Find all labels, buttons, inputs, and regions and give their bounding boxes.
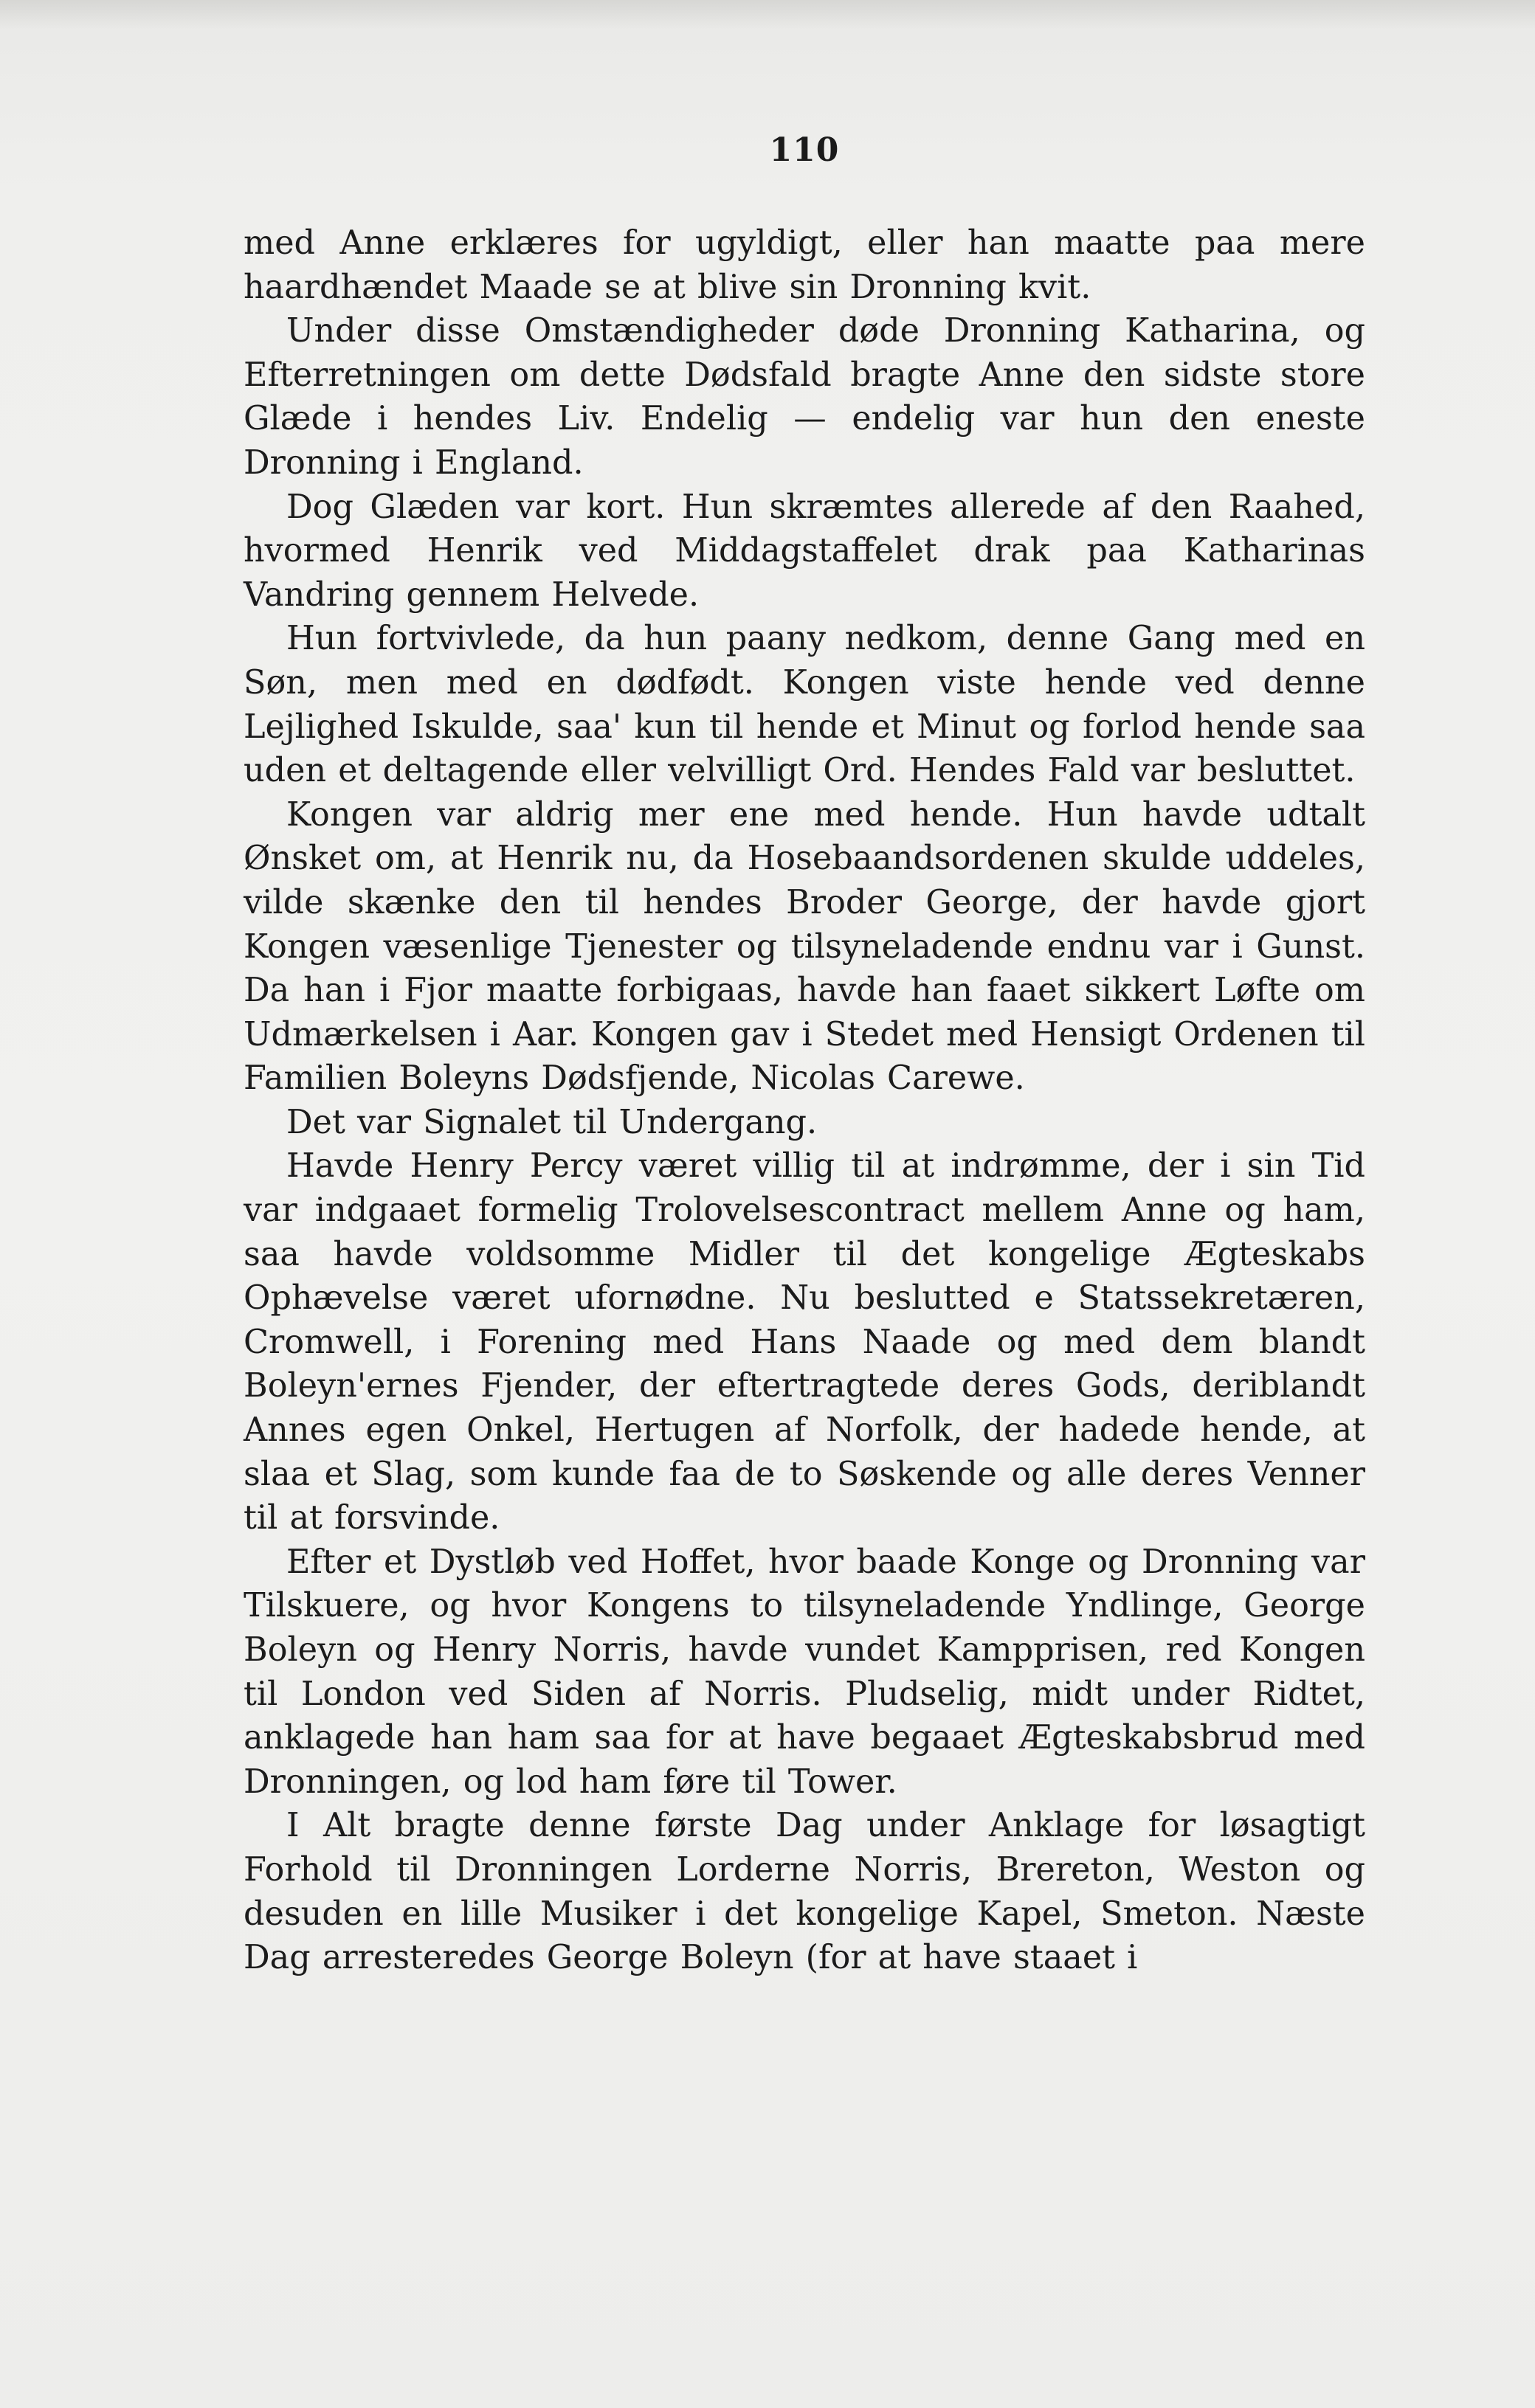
paragraph: Efter et Dystløb ved Hoffet, hvor baade Konge og Dronning var Tilskuere, og hvor Kongens to tilsyneladende Yndlinge, George Boleyn og Henry Norris, havde vundet Kampprisen, red Kongen til London ved Siden af Norris. Pludselig, midt under Ridtet, anklagede han ham saa for at have begaaet Ægteskabsbrud med Dronningen, og lod ham føre til Tower.	[244, 1543, 1365, 1801]
paragraph: Under disse Omstændigheder døde Dronning Katharina, og Efterretningen om dette Dødsfald bragte Anne den sidste store Glæde i hendes Liv. Endelig — endelig var hun den eneste Dronning i England.	[244, 312, 1365, 482]
paragraph: Dog Glæden var kort. Hun skræmtes allerede af den Raahed, hvormed Henrik ved Middagstaffelet drak paa Katharinas Vandring gennem Helvede.	[244, 488, 1365, 614]
body-text	[244, 221, 1365, 1980]
paragraph: I Alt bragte denne første Dag under Anklage for løsagtigt Forhold til Dronningen Lorderne Norris, Brereton, Weston og desuden en lille Musiker i det kongelige Kapel, Smeton. Næste Dag arresteredes George Boleyn (for at have staaet i	[244, 1807, 1365, 1977]
paragraph: med Anne erklæres for ugyldigt, eller han maatte paa mere haardhændet Maade se at blive sin Dronning kvit.	[244, 224, 1365, 306]
paragraph: Havde Henry Percy været villig til at indrømme, der i sin Tid var indgaaet formelig Trolovelsescontract mellem Anne og ham, saa havde voldsomme Midler til det kongelige Ægteskabs Ophævelse været ufornødne. Nu beslutted e Statssekretæren, Cromwell, i Forening med Hans Naade og med dem blandt Boleyn'ernes Fjender, der eftertragtede deres Gods, deriblandt Annes egen Onkel, Hertugen af Norfolk, der hadede hende, at slaa et Slag, som kunde faa de to Søskende og alle deres Venner til at forsvinde.	[244, 1147, 1365, 1537]
page-number: 110	[769, 131, 840, 169]
paragraph: Kongen var aldrig mer ene med hende. Hun havde udtalt Ønsket om, at Henrik nu, da Hosebaandsordenen skulde uddeles, vilde skænke den til hendes Broder George, der havde gjort Kongen væsenlige Tjenester og tilsyneladende endnu var i Gunst. Da han i Fjor maatte forbigaas, havde han faaet sikkert Løfte om Udmærkelsen i Aar. Kongen gav i Stedet med Hensigt Ordenen til Familien Boleyns Dødsfjende, Nicolas Carewe.	[244, 795, 1365, 1098]
paragraph: Det var Signalet til Undergang.	[286, 1103, 818, 1141]
paragraph: Hun fortvivlede, da hun paany nedkom, denne Gang med en Søn, men med en dødfødt. Kongen viste hende ved denne Lejlighed Iskulde, saa' kun til hende et Minut og forlod hende saa uden et deltagende eller velvilligt Ord. Hendes Fald var besluttet.	[244, 620, 1365, 790]
page-edge-shadow	[0, 0, 1535, 30]
